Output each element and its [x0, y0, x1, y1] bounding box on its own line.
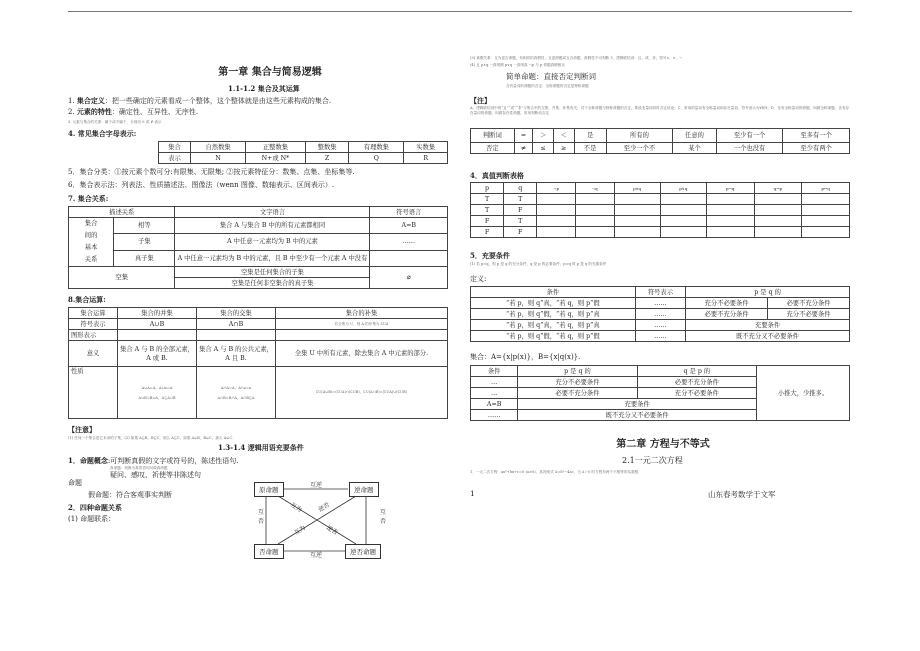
four-propositions-title: 2．四种命题关系 — [68, 503, 122, 512]
relation-symbol: …… — [370, 234, 448, 250]
operations-cell: A∩B — [197, 319, 276, 330]
operations-head-cell: 集合运算 — [69, 308, 118, 319]
operations-cell: 若全集为 U，则 A 的补集为 ∁UA — [276, 319, 448, 330]
empty-set-text: 空集是任何集合的子集 — [175, 267, 370, 278]
page-number: 1 — [470, 489, 475, 498]
element-relation-text: 元素与集合的关系：属于或不属于，分别用 ∈ 或 ∉ 表示 — [72, 120, 162, 124]
definition-cell: “若 p，则 q”假，“若 q，则 p”假 — [471, 331, 636, 342]
negation-cell: ≤ — [533, 143, 554, 154]
false-proposition-text: 假命题：符合客观事实判断 — [88, 491, 172, 499]
operations-cell: 全集 U 中所有元素，除去集合 A 中元素的部分. — [276, 341, 448, 367]
truth-head-cell: q→p — [754, 183, 802, 194]
negation-cell: 某个 — [673, 143, 717, 154]
letters-head-cell: 自然数集 — [191, 142, 246, 153]
relation-text: A 中任意一元素均为 B 中的元素 — [175, 234, 370, 250]
truth-empty-cell — [754, 216, 802, 227]
definition-head-cell: 条件 — [471, 287, 636, 298]
set-condition-cell: 必要不充分条件 — [637, 377, 756, 388]
truth-cell: T — [471, 194, 504, 205]
diagram-left-label: 互否 — [258, 509, 265, 525]
truth-table-title: 4．真值判断表格 — [470, 171, 524, 180]
truth-empty-cell — [660, 216, 706, 227]
truth-cell: F — [504, 205, 537, 216]
truth-empty-cell — [537, 205, 576, 216]
classification-line: 5．集合分类：①按元素个数可分:有限集、无限集; ②按元素特征分：数集、点集、坐标集等. — [68, 168, 355, 176]
negation-cell: ≥ — [553, 143, 574, 154]
section21-title: 2.1一元二次方程 — [622, 456, 683, 465]
truth-empty-cell — [754, 227, 802, 238]
truth-empty-cell — [706, 194, 754, 205]
negation-cell: ＞ — [533, 129, 554, 143]
chapter2-title: 第二章 方程与不等式 — [616, 439, 710, 450]
definition-text: ：把一些确定的元素看成一个整体，这个整体就是由这些元素构成的集合. — [104, 97, 332, 105]
truth-empty-cell — [706, 205, 754, 216]
diagram-diag-label: 逆否 — [325, 524, 339, 537]
truth-empty-cell — [575, 205, 614, 216]
operations-head-cell: 集合的补集 — [276, 308, 448, 319]
definition-cell: …… — [635, 320, 685, 331]
diagram-diag-label: 逆否 — [317, 501, 331, 514]
negation-cell: 任意的 — [673, 129, 717, 143]
truth-empty-cell — [706, 227, 754, 238]
operations-title: 8.集合运算: — [68, 295, 106, 304]
proposition-concept-line — [68, 456, 238, 466]
operations-cell: 符号表示 — [69, 319, 118, 330]
letters-head-cell: 整数集 — [305, 142, 349, 153]
definition-title: 定义: — [470, 275, 487, 283]
set-condition-cell: 既不充分又不必要条件 — [518, 410, 757, 421]
definition-cell: 必要不充分条件 — [686, 309, 768, 320]
section-title: 1.1-1.2 集合及其运算 — [228, 84, 300, 93]
complement-diagram-cell — [276, 330, 448, 341]
diagram-right-label: 互否 — [380, 509, 387, 525]
property-line: A∪A=A，A∪⌀=A — [141, 385, 173, 390]
property-line: A∪B=B∪A，A⊆A∪B — [138, 395, 176, 400]
truth-empty-cell — [802, 216, 850, 227]
definition-cell: “若 p，则 q”真，“若 q，则 p”真 — [471, 320, 636, 331]
truth-head-cell: p — [471, 183, 504, 194]
truth-cell: F — [504, 227, 537, 238]
set-condition-line: 集合：A={x|p(x)}，B={x|q(x)}. — [470, 353, 581, 361]
truth-empty-cell — [660, 194, 706, 205]
negation-cell: 所有的 — [606, 129, 673, 143]
relation-text: A 中任意一元素均为 B 中的元素，且 B 中至少有一个元素 A 中没有 — [175, 250, 370, 266]
proposition-excluded-text: 疑问、感叹、祈使等非陈述句 — [110, 471, 201, 479]
truth-head-cell: ¬p — [537, 183, 576, 194]
negation-cell: ＜ — [553, 129, 574, 143]
union-properties — [118, 367, 197, 419]
truth-empty-cell — [575, 216, 614, 227]
set-condition-cell: …… — [471, 410, 518, 421]
original-proposition-box: 原命题 — [254, 482, 284, 497]
truth-empty-cell — [660, 227, 706, 238]
property-line: A∩B=B∩A，A∩B⊆A — [217, 395, 255, 400]
right-note-title: 【注】 — [470, 96, 491, 105]
relation-side-label — [69, 218, 114, 267]
negation-cell: 至少一个不 — [606, 143, 673, 154]
letters-cell: R — [404, 153, 448, 164]
quadratic-note: 1．一元二次方程：ax²+bx+c=0 (a≠0)，其判别式 Δ=b²−4ac，当 Δ＞0 时方程有两个不相等的实数根 — [470, 470, 639, 474]
truth-cell: T — [504, 216, 537, 227]
definition-cell: “若 p，则 q”假，“若 q，则 p”真 — [471, 309, 636, 320]
letters-cell: Z — [305, 153, 349, 164]
letters-head-cell: 实数集 — [404, 142, 448, 153]
definition-head-cell: p 是 q 的 — [686, 287, 850, 298]
set-condition-head-cell: p 是 q 的 — [518, 366, 637, 377]
truth-cell: T — [471, 205, 504, 216]
truth-head-cell: p∧q — [614, 183, 660, 194]
truth-empty-cell — [614, 227, 660, 238]
letters-title: 4. 常见集合字母表示: — [68, 129, 137, 138]
definition-head-cell: 符号表示 — [635, 287, 685, 298]
letters-cell: Q — [349, 153, 404, 164]
letters-head-cell: 集合 — [159, 142, 191, 153]
truth-head-cell: ¬q — [575, 183, 614, 194]
definition-line: 1. 集合定义：把一些确定的元素看成一个整体，这个整体就是由这些元素构成的集合. — [68, 96, 332, 105]
set-condition-cell: 必要不充分条件 — [518, 388, 637, 399]
set-condition-cell: 充分不必要条件 — [637, 388, 756, 399]
operations-cell: A∪B — [118, 319, 197, 330]
negation-cell: 至少有两个 — [783, 143, 850, 154]
relation-side-word: 间的 — [84, 232, 98, 239]
definition-cell: 充要条件 — [686, 320, 850, 331]
letters-cell: 表示 — [159, 153, 191, 164]
set-condition-cell: … — [471, 388, 518, 399]
negation-cell: 判断词 — [471, 129, 515, 143]
element-properties-label: 元素的特性 — [76, 107, 112, 116]
truth-cell: T — [504, 194, 537, 205]
operations-head-cell: 集合的交集 — [197, 308, 276, 319]
relation-name: 相等 — [114, 218, 175, 234]
truth-empty-cell — [614, 194, 660, 205]
truth-empty-cell — [706, 216, 754, 227]
relation-head-cell: 符号语言 — [370, 207, 448, 218]
letters-cell: N — [191, 153, 246, 164]
truth-empty-cell — [802, 194, 850, 205]
set-condition-side-note: 小推大，少推多。 — [757, 366, 850, 421]
converse-proposition-box: 逆命题 — [349, 482, 379, 497]
intersection-properties — [197, 367, 276, 419]
set-condition-cell: 充要条件 — [518, 399, 757, 410]
diagram-diag-label: 互为 — [293, 524, 307, 537]
proposition-concept-label: 1．命题概念 — [68, 456, 108, 465]
definition-cell: 充分不必要条件 — [768, 309, 850, 320]
negation-cell: 否定 — [471, 143, 515, 154]
definition-cell: 既不充分又不必要条件 — [686, 331, 850, 342]
set-relation-table — [68, 206, 448, 289]
negation-cell: 是 — [574, 129, 606, 143]
truth-empty-cell — [802, 205, 850, 216]
quantifier-negation-note: 含有量词的命题的否定：全称命题的否定是特称命题 — [506, 84, 589, 88]
condition-title: 5．充要条件 — [470, 251, 510, 260]
truth-head-cell: q — [504, 183, 537, 194]
relation-name: 真子集 — [114, 250, 175, 266]
truth-empty-cell — [537, 216, 576, 227]
element-properties-text: ：确定性、互异性、无序性. — [111, 108, 199, 116]
truth-empty-cell — [575, 227, 614, 238]
negation-cell: 至少有一个 — [716, 129, 783, 143]
note-text: (1) 任何一个集合是它本身的子集，(2) 如果 A⊆B，B⊆C，那么 A⊆C，如果 A⊊B，B⊊C，那么 A⊊C. — [68, 436, 234, 440]
definition-cell: 必要不充分条件 — [768, 298, 850, 309]
representation-line: 6．集合表示法：列表法、性质描述法、图像法（wenn 图像、数轴表示、区间表示）. — [68, 181, 335, 189]
set-condition-head-cell: 条件 — [471, 366, 518, 377]
diagram-top-label: 互逆 — [310, 482, 323, 489]
truth-empty-cell — [802, 227, 850, 238]
negation-cell: = — [514, 129, 533, 143]
operations-cell: 集合 A 与 B 的全部元素，A 或 B. — [118, 341, 197, 367]
proposition-concept-text: :可判断真假的文字或符号的，陈述性语句. — [107, 457, 239, 465]
footer-author: 山东春考数学于文军 — [708, 490, 776, 499]
empty-set-symbol: ⌀ — [370, 267, 448, 289]
simple-proposition-title: 简单命题：直接否定判断词 — [506, 72, 596, 81]
condition-note: (1) 若 p⇒q，则 p 是 q 的充分条件，q 是 p 的必要条件；p⇔q 时 p 是 q 的充要条件 — [470, 262, 607, 266]
note-title: 【注意】 — [68, 425, 96, 434]
chapter-title: 第一章 集合与简易逻辑 — [218, 67, 322, 78]
definition-cell: “若 p，则 q”真，“若 q，则 p”假 — [471, 298, 636, 309]
relation-head-cell: 文字语言 — [175, 207, 370, 218]
truth-empty-cell — [614, 205, 660, 216]
letters-cell: N+或 N* — [246, 153, 306, 164]
union-diagram-cell — [118, 330, 197, 341]
element-relation-note: 3. 元素与集合的关系：属于或不属于，分别用 ∈ 或 ∉ 表示 — [68, 120, 162, 124]
right-note-text: A、逻辑联结词中的“且”“或”“非”与集合中的交集、并集、补集有关；对于全称命题与特称命题的否定，要改变量词同时否定结论；C、常用的量词有全称量词和存在量词，符号表示为∀和∃；D、含有全称量词的命题，叫做全称命题，含有存在量词的命题，叫做存在性命题，常用判断词否定 — [470, 106, 850, 115]
relation-head-cell: 描述关系 — [69, 207, 175, 218]
complement-properties: ∁U(A∪B)=(∁UA)∩(∁UB)，∁U(A∩B)=(∁UA)∪(∁UB) — [276, 367, 448, 419]
truth-empty-cell — [754, 205, 802, 216]
element-properties-line: 2. 元素的特性：确定性、互异性、无序性. — [68, 107, 199, 116]
relation-title: 7. 集合关系: — [68, 194, 109, 203]
truth-empty-cell — [614, 216, 660, 227]
relation-side-word: 基本 — [84, 244, 98, 251]
diagram-bottom-label: 互逆 — [310, 552, 323, 559]
definition-cell: …… — [635, 309, 685, 320]
true-proposition-note: 真命题：判断为真的语句叫做真命题 — [110, 466, 168, 470]
property-line: A∩A=A，A∩⌀=⌀ — [220, 385, 252, 390]
definition-cell: 充分不必要条件 — [686, 298, 768, 309]
truth-head-cell: p→q — [706, 183, 754, 194]
intersection-diagram-cell — [197, 330, 276, 341]
top-rule — [68, 11, 852, 12]
proposition-relation-label: (1) 命题联系： — [68, 515, 116, 523]
proposition-word: 命题 — [68, 479, 82, 487]
empty-set-name: 空集 — [69, 267, 175, 289]
relation-symbol — [370, 250, 448, 266]
empty-set-text: 空集是任何非空集合的真子集 — [175, 278, 370, 289]
contrapositive-box: 逆否命题 — [345, 544, 381, 559]
truth-empty-cell — [575, 194, 614, 205]
relation-side-word: 集合 — [84, 220, 98, 227]
truth-cell: F — [471, 216, 504, 227]
relation-symbol: A=B — [370, 218, 448, 234]
operations-cell: 意义 — [69, 341, 118, 367]
condition-definition-table — [470, 286, 850, 342]
letters-head-cell: 正整数集 — [246, 142, 306, 153]
diagram-diag-label: 互为 — [289, 501, 303, 514]
definition-label: 集合定义 — [76, 96, 105, 105]
negation-cell: 一个也没有 — [716, 143, 783, 154]
set-condition-cell: … — [471, 377, 518, 388]
negation-cell: 不是 — [574, 143, 606, 154]
set-letters-table — [158, 141, 448, 164]
set-condition-head-cell: q 是 p 的 — [637, 366, 756, 377]
truth-empty-cell — [537, 194, 576, 205]
set-condition-cell: 充分不必要条件 — [518, 377, 637, 388]
truth-head-cell: p↔q — [802, 183, 850, 194]
truth-relation-note: (3) 真假关系：互为逆否命题，有相同的真假性；互逆命题或互否命题，真假性不可判断 3．逻辑联结词：且、或、非，符号∧、∨、¬ — [470, 56, 682, 60]
truth-head-cell: p∨q — [660, 183, 706, 194]
connective-note: (4) 且 p∧q 一真则假 p∨q 一真则真 ¬p 与 p 命题真假相反 — [470, 63, 565, 67]
set-operations-table — [68, 307, 448, 419]
relation-text: 集合 A 与集合 B 中的所有元素都相同 — [175, 218, 370, 234]
truth-table — [470, 182, 850, 238]
relation-name: 子集 — [114, 234, 175, 250]
negation-table — [470, 128, 850, 154]
definition-cell: …… — [635, 298, 685, 309]
inverse-proposition-box: 否命题 — [254, 544, 284, 559]
operations-head-cell: 集合的并集 — [118, 308, 197, 319]
truth-cell: F — [471, 227, 504, 238]
truth-empty-cell — [537, 227, 576, 238]
relation-side-word: 关系 — [84, 256, 98, 263]
operations-cell: 集合 A 与 B 的公共元素，A 且 B. — [197, 341, 276, 367]
logic-section-title: 1.3-1.4 逻辑用语充要条件 — [218, 443, 304, 452]
set-condition-cell: A=B — [471, 399, 518, 410]
operations-cell: 性质 — [69, 367, 118, 419]
negation-cell: 至多有一个 — [783, 129, 850, 143]
negation-cell: ≠ — [514, 143, 533, 154]
truth-empty-cell — [660, 205, 706, 216]
operations-cell: 图形表示 — [69, 330, 118, 341]
set-condition-table — [470, 365, 850, 421]
definition-cell: …… — [635, 331, 685, 342]
letters-head-cell: 有理数集 — [349, 142, 404, 153]
truth-empty-cell — [754, 194, 802, 205]
